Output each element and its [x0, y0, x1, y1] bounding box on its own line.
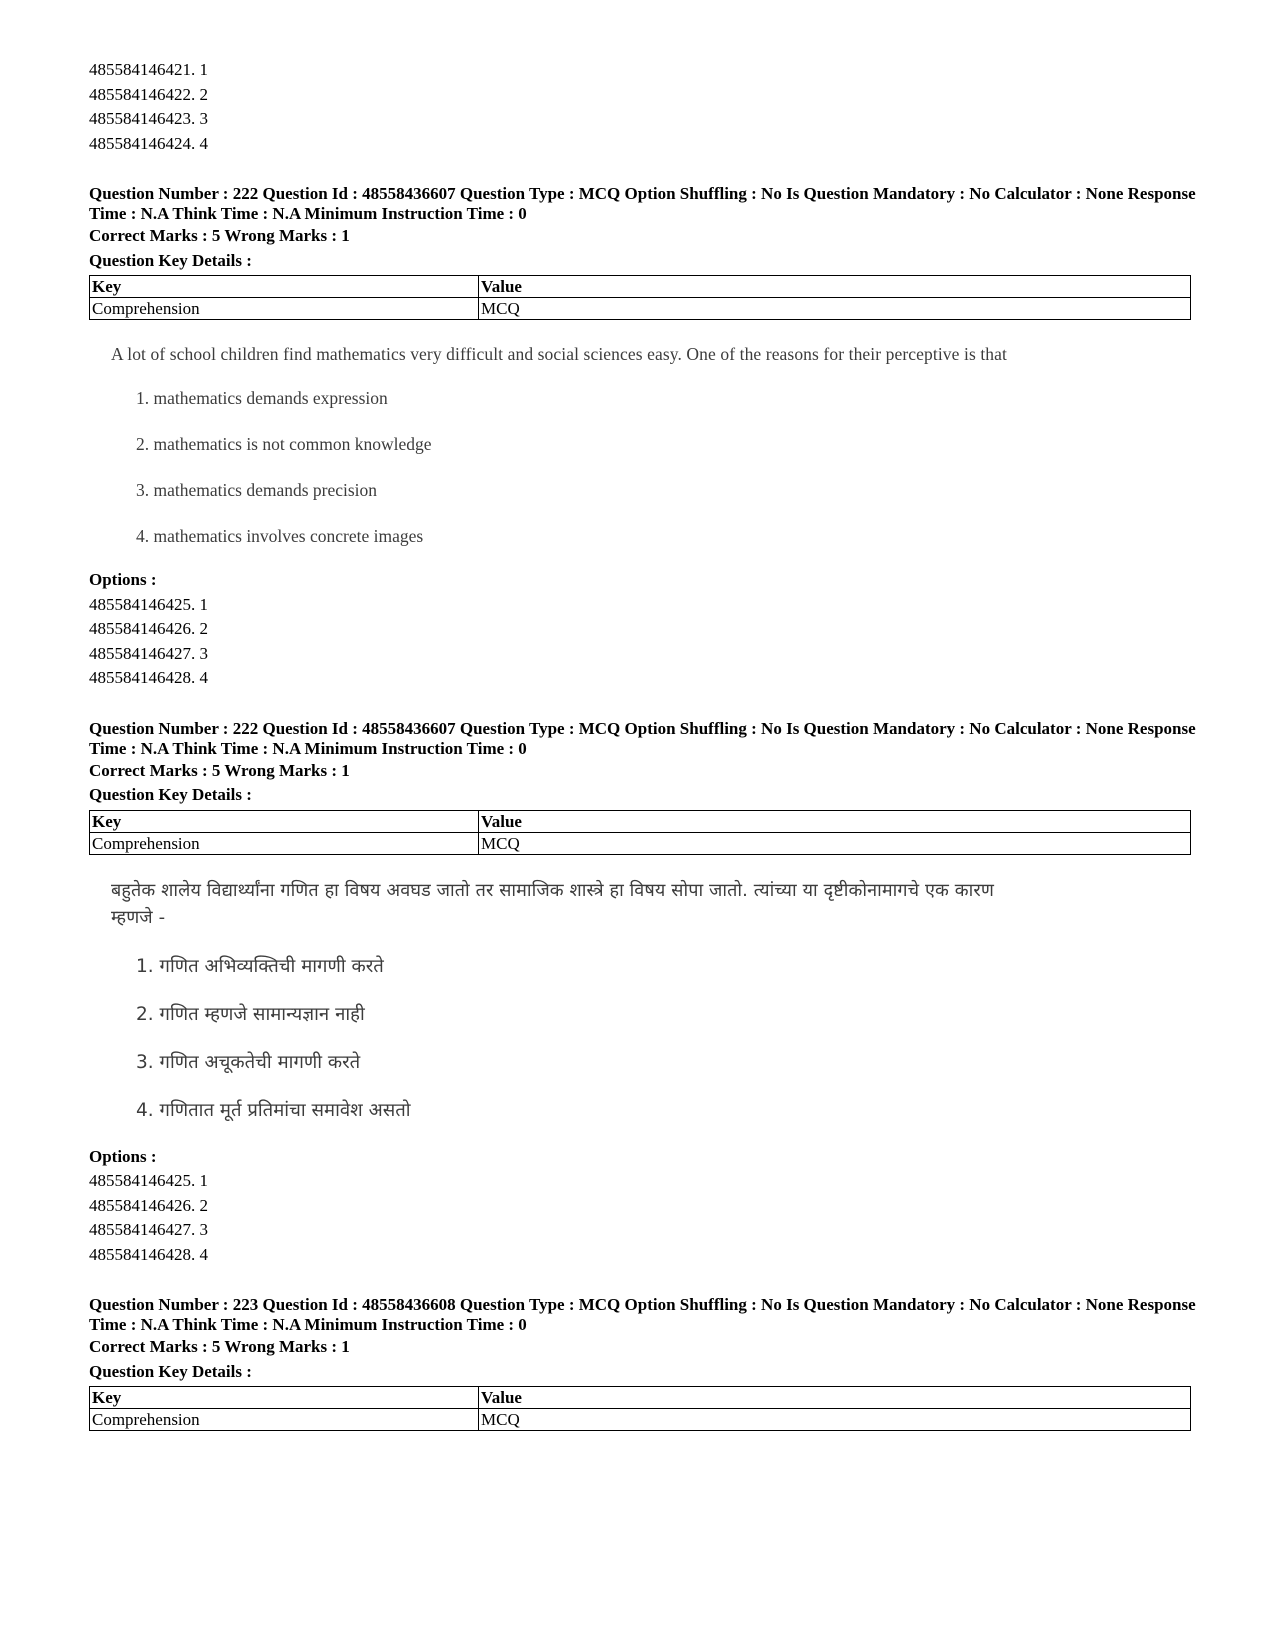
option-id: 485584146424. 4: [89, 133, 208, 153]
question-header: Question Number : 222 Question Id : 48558436607 Question Type : MCQ Option Shuffling : No Is Question Mandatory : No Calculator : None Response Time : N.A Think Time : N.A Minimum Instruction Time : 0: [89, 718, 1196, 758]
options-label: Options :: [89, 570, 157, 589]
document-page: [89, 58, 1196, 1431]
key-details-label: Question Key Details :: [89, 250, 252, 270]
key-details-label: Question Key Details :: [89, 1361, 252, 1381]
question-option: 1. गणित अभिव्यक्तिची मागणी करते: [136, 955, 384, 977]
option-id: 485584146421. 1: [89, 60, 208, 79]
key-header-cell: Key: [90, 810, 479, 832]
option-id: 485584146425. 1: [89, 594, 208, 614]
question-stem: A lot of school children find mathematics very difficult and social sciences easy. One of the reasons for their perceptive is that: [111, 344, 1007, 364]
key-header-cell: Key: [90, 1387, 479, 1409]
question-option: 3. mathematics demands precision: [136, 480, 378, 500]
question-image: [111, 877, 1189, 1123]
key-cell: Comprehension: [90, 832, 479, 854]
value-cell: MCQ: [479, 1409, 1191, 1431]
option-id: 485584146426. 2: [89, 619, 208, 638]
marks-line: Correct Marks : 5 Wrong Marks : 1: [89, 226, 350, 245]
option-id: 485584146428. 4: [89, 1244, 208, 1264]
value-header-cell: Value: [479, 1387, 1191, 1409]
key-details-table: [89, 810, 1191, 855]
key-details-table: [89, 1386, 1191, 1431]
key-header-cell: Key: [90, 276, 479, 298]
previous-options-list: [89, 58, 1189, 156]
marks-line: Correct Marks : 5 Wrong Marks : 1: [89, 760, 350, 780]
key-details-label: Question Key Details :: [89, 785, 252, 804]
question-block-222-en: [89, 184, 1196, 691]
question-stem: बहुतेक शालेय विद्यार्थ्यांना गणित हा विषय अवघड जातो तर सामाजिक शास्त्रे हा विषय सोपा जातो. त्यांच्या या दृष्टीकोनामागचे एक कारण म्हणजे -: [111, 879, 994, 928]
question-block-222-mr: [89, 718, 1196, 1268]
value-header-cell: Value: [479, 276, 1191, 298]
question-image: [111, 342, 1189, 548]
key-details-table: [89, 275, 1191, 320]
question-option: 1. mathematics demands expression: [136, 388, 388, 408]
value-cell: MCQ: [479, 832, 1191, 854]
key-cell: Comprehension: [90, 1409, 479, 1431]
question-block-223: [89, 1295, 1196, 1431]
question-option: 2. mathematics is not common knowledge: [136, 434, 432, 454]
question-option: 3. गणित अचूकतेची मागणी करते: [136, 1051, 361, 1073]
option-id: 485584146427. 3: [89, 1220, 208, 1239]
marks-line: Correct Marks : 5 Wrong Marks : 1: [89, 1337, 350, 1356]
options-label: Options :: [89, 1146, 157, 1166]
value-header-cell: Value: [479, 810, 1191, 832]
question-option: 4. गणितात मूर्त प्रतिमांचा समावेश असतो: [136, 1099, 411, 1121]
option-id: 485584146426. 2: [89, 1195, 208, 1215]
question-header: Question Number : 223 Question Id : 48558436608 Question Type : MCQ Option Shuffling : No Is Question Mandatory : No Calculator : None Response Time : N.A Think Time : N.A Minimum Instruction Time : 0: [89, 1295, 1196, 1334]
option-id: 485584146425. 1: [89, 1171, 208, 1190]
question-header: Question Number : 222 Question Id : 48558436607 Question Type : MCQ Option Shuffling : No Is Question Mandatory : No Calculator : None Response Time : N.A Think Time : N.A Minimum Instruction Time : 0: [89, 184, 1196, 223]
option-id: 485584146422. 2: [89, 84, 208, 104]
question-option: 4. mathematics involves concrete images: [136, 526, 424, 546]
key-cell: Comprehension: [90, 298, 479, 320]
option-id: 485584146423. 3: [89, 109, 208, 128]
option-id: 485584146428. 4: [89, 668, 208, 687]
option-id: 485584146427. 3: [89, 643, 208, 663]
value-cell: MCQ: [479, 298, 1191, 320]
question-option: 2. गणित म्हणजे सामान्यज्ञान नाही: [136, 1003, 365, 1025]
